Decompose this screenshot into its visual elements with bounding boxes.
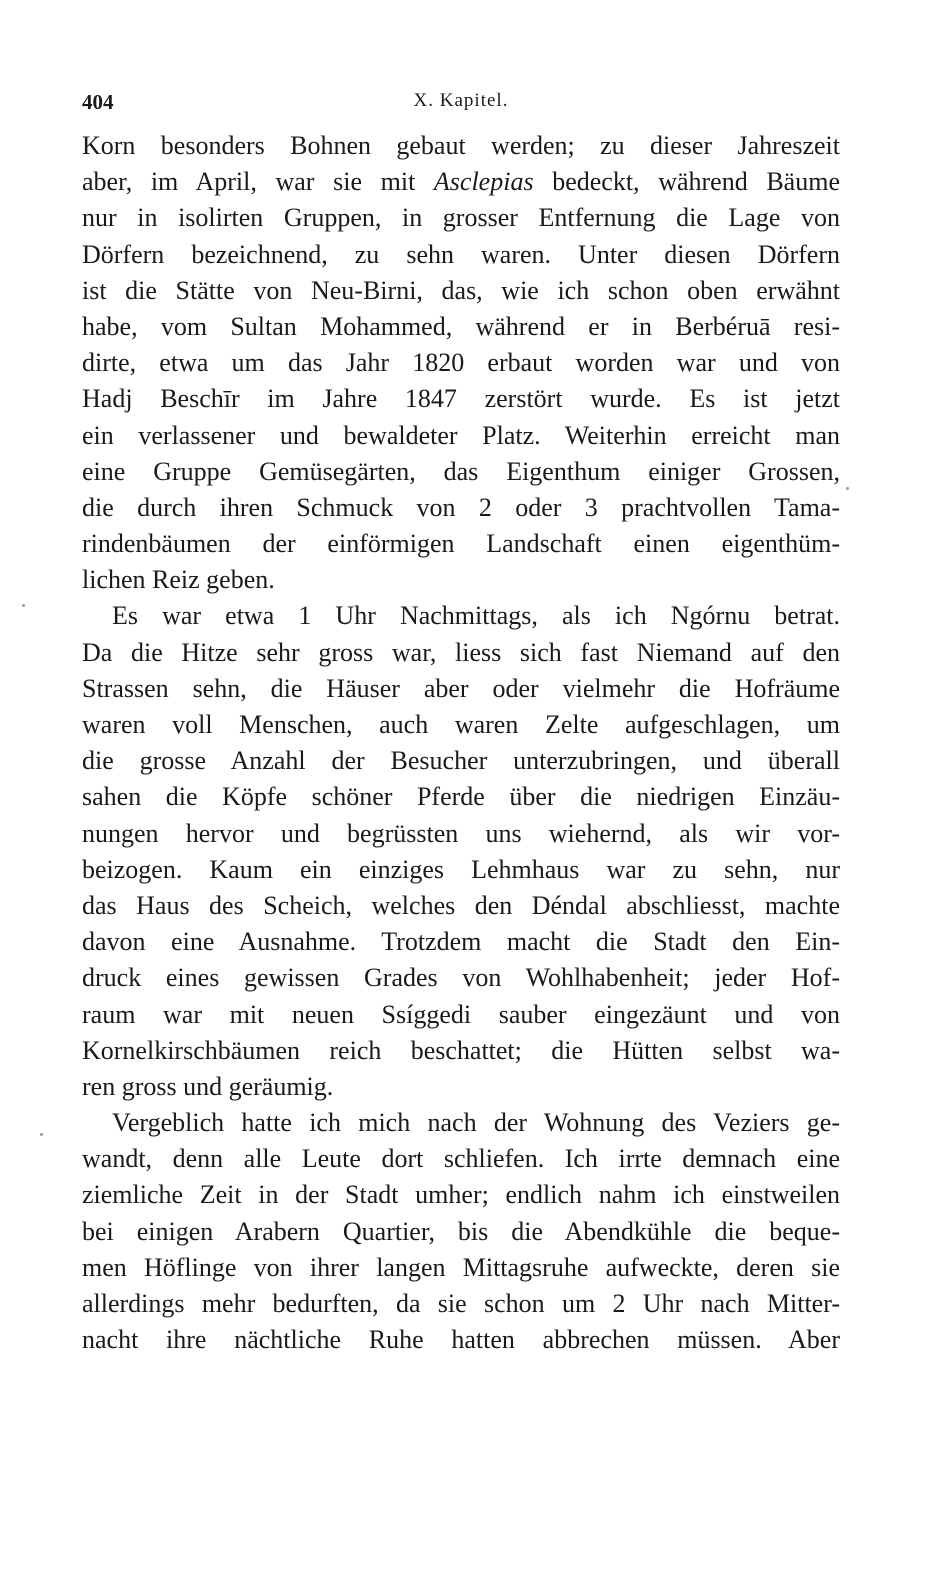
text-line: beizogen. Kaum ein einziges Lehmhaus war zu sehn, nur: [82, 854, 840, 884]
text-line: nungen hervor und begrüssten uns wiehernd, als wir vor-: [82, 818, 840, 848]
text-line: Dörfern bezeichnend, zu sehn waren. Unter diesen Dörfern: [82, 239, 840, 269]
text-line: Es war etwa 1 Uhr Nachmittags, als ich Ngórnu betrat.: [112, 601, 840, 631]
text-line: die durch ihren Schmuck von 2 oder 3 prachtvollen Tama-: [82, 492, 840, 522]
paper-speck: [22, 604, 25, 607]
running-head: X. Kapitel.: [413, 90, 509, 111]
text-line: davon eine Ausnahme. Trotzdem macht die Stadt den Ein-: [82, 927, 840, 957]
text-line: habe, vom Sultan Mohammed, während er in Berbéruā resi-: [82, 311, 840, 341]
text-line: Vergeblich hatte ich mich nach der Wohnung des Veziers ge-: [112, 1108, 840, 1138]
text-line: waren voll Menschen, auch waren Zelte aufgeschlagen, um: [82, 710, 840, 739]
page-header: [82, 90, 840, 116]
text-line: nur in isolirten Gruppen, in grosser Entfernung die Lage von: [82, 203, 840, 233]
text-line: Hadj Beschīr im Jahre 1847 zerstört wurde. Es ist jetzt: [82, 384, 840, 414]
paragraph-3: [82, 1105, 840, 1358]
text-line: wandt, denn alle Leute dort schliefen. Ich irrte demnach eine: [82, 1144, 840, 1174]
text-line: Kornelkirschbäumen reich beschattet; die Hütten selbst wa-: [82, 1035, 840, 1065]
text-line: ist die Stätte von Neu-Birni, das, wie ich schon oben erwähnt: [82, 275, 840, 305]
paper-speck: [40, 1133, 43, 1136]
text-line: Strassen sehn, die Häuser aber oder vielmehr die Hofräume: [82, 673, 840, 703]
text-line: sahen die Köpfe schöner Pferde über die niedrigen Einzäu-: [82, 782, 840, 812]
text-line: raum war mit neuen Ssíggedi sauber eingezäunt und von: [82, 999, 840, 1029]
text-line: nacht ihre nächtliche Ruhe hatten abbrechen müssen. Aber: [82, 1325, 840, 1355]
text-line: Korn besonders Bohnen gebaut werden; zu dieser Jahreszeit: [82, 131, 840, 160]
paragraph-2: [82, 598, 840, 1105]
text-line: allerdings mehr bedurften, da sie schon um 2 Uhr nach Mitter-: [82, 1289, 840, 1318]
text-line: lichen Reiz geben.: [82, 565, 275, 595]
page-number: 404: [82, 90, 114, 114]
text-line: die grosse Anzahl der Besucher unterzubringen, und überall: [82, 746, 840, 776]
text-line: rindenbäumen der einförmigen Landschaft einen eigenthüm-: [82, 529, 840, 559]
italic-term: Asclepias: [433, 167, 534, 197]
paragraph-1: [82, 128, 840, 598]
text-line: eine Gruppe Gemüsegärten, das Eigenthum einiger Grossen,: [82, 456, 840, 486]
text-line: das Haus des Scheich, welches den Déndal abschliesst, machte: [82, 890, 840, 920]
text-line: ein verlassener und bewaldeter Platz. Weiterhin erreicht man: [82, 420, 840, 450]
paper-speck: [846, 487, 849, 490]
text-line: men Höflinge von ihrer langen Mittagsruhe aufweckte, deren sie: [82, 1252, 840, 1282]
text-line: ren gross und geräumig.: [82, 1071, 334, 1101]
text-line: dirte, etwa um das Jahr 1820 erbaut worden war und von: [82, 348, 840, 378]
text-line: ziemliche Zeit in der Stadt umher; endlich nahm ich einstweilen: [82, 1180, 840, 1210]
text-line: druck eines gewissen Grades von Wohlhabenheit; jeder Hof-: [82, 963, 840, 993]
text-line: Da die Hitze sehr gross war, liess sich fast Niemand auf den: [82, 637, 840, 667]
body-text: [82, 128, 840, 1358]
text-line: bei einigen Arabern Quartier, bis die Abendkühle die beque-: [82, 1216, 840, 1246]
text-line: aber, im April, war sie mit Asclepias bedeckt, während Bäume: [82, 167, 840, 197]
